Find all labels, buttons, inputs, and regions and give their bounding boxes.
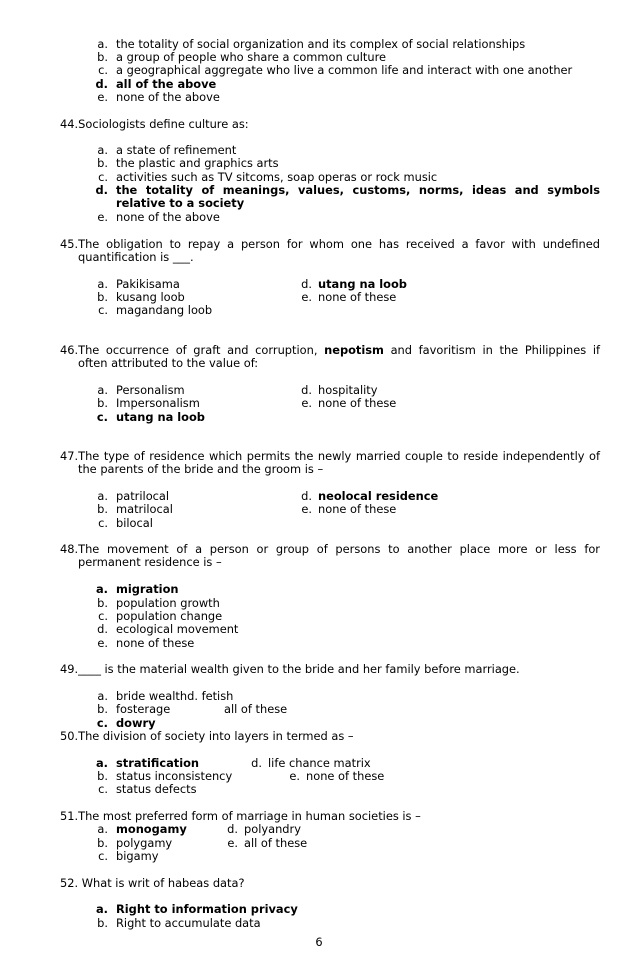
option-letter: b.: [97, 702, 108, 716]
answer-option-text: all of the above: [116, 77, 217, 91]
option-text: population change: [116, 609, 223, 623]
option-letter: b.: [97, 596, 108, 610]
option-letter: c.: [98, 782, 108, 796]
answer-option-text: the totality of meanings, values, customs, norms, ideas and symbols: [116, 183, 600, 197]
question-stem-continuation: the parents of the bride and the groom is –: [78, 462, 324, 476]
question-stem-continuation: permanent residence is –: [78, 555, 222, 569]
option-letter: b.: [97, 396, 108, 410]
option-text: polygamy: [116, 836, 173, 850]
option-letter: e.: [97, 90, 108, 104]
option-letter: d.: [301, 489, 312, 503]
answer-option-text: neolocal residence: [318, 489, 439, 503]
option-letter: d.: [251, 756, 262, 770]
option-letter: a.: [97, 143, 108, 157]
option-text: activities such as TV sitcoms, soap operas or rock music: [116, 170, 438, 184]
option-text: magandang loob: [116, 303, 213, 317]
option-text: life chance matrix: [268, 756, 371, 770]
option-letter: b.: [97, 769, 108, 783]
option-letter: b.: [97, 50, 108, 64]
option-letter: e.: [301, 502, 312, 516]
question-stem: 47.The type of residence which permits the newly married couple to reside independently of: [60, 449, 600, 463]
option-text: polyandry: [244, 822, 301, 836]
option-letter: d.: [97, 622, 108, 636]
option-letter: a.: [97, 822, 108, 836]
option-text: all of these: [244, 836, 308, 850]
answer-option-text: dowry: [116, 716, 156, 730]
option-letter: a.: [95, 902, 108, 916]
option-text: none of these: [318, 290, 397, 304]
option-text: all of these: [224, 702, 288, 716]
option-letter: a.: [97, 277, 108, 291]
option-text: a state of refinement: [116, 143, 237, 157]
question-stem: 51.The most preferred form of marriage in human societies is –: [60, 809, 421, 823]
option-letter: d.: [95, 77, 108, 91]
option-letter: a.: [95, 756, 108, 770]
option-text: the plastic and graphics arts: [116, 156, 279, 170]
option-letter: e.: [227, 836, 238, 850]
option-text: bilocal: [116, 516, 153, 530]
option-text: matrilocal: [116, 502, 173, 516]
option-text: Pakikisama: [116, 277, 180, 291]
option-text: Personalism: [116, 383, 185, 397]
option-text: kusang loob: [116, 290, 185, 304]
option-letter: c.: [98, 609, 108, 623]
answer-option-text: migration: [116, 582, 179, 596]
option-letter: d.: [301, 383, 312, 397]
option-text: patrilocal: [116, 489, 170, 503]
option-text: none of these: [318, 396, 397, 410]
option-letter: a.: [95, 582, 108, 596]
option-text: a group of people who share a common culture: [116, 50, 387, 64]
option-text: ecological movement: [116, 622, 239, 636]
option-letter: b.: [97, 836, 108, 850]
option-letter: d.: [95, 183, 108, 197]
option-letter: c.: [98, 849, 108, 863]
option-letter: c.: [98, 63, 108, 77]
option-text: none of the above: [116, 210, 220, 224]
option-letter: b.: [97, 916, 108, 930]
option-text: none of the above: [116, 90, 220, 104]
answer-option-text: utang na loob: [318, 277, 407, 291]
option-letter: c.: [98, 170, 108, 184]
question-stem: 44.Sociologists define culture as:: [60, 117, 249, 131]
option-letter: e.: [301, 290, 312, 304]
option-letter: e.: [301, 396, 312, 410]
option-text: fosterage: [116, 702, 171, 716]
answer-option-text: utang na loob: [116, 410, 205, 424]
stem-bold-term: nepotism: [324, 343, 384, 357]
option-letter: b.: [97, 502, 108, 516]
option-letter: c.: [96, 410, 108, 424]
option-text: none of these: [318, 502, 397, 516]
option-letter: e.: [289, 769, 300, 783]
option-letter: e.: [97, 636, 108, 650]
option-text: hospitality: [318, 383, 378, 397]
answer-option-text: monogamy: [116, 822, 187, 836]
option-text: a geographical aggregate who live a common life and interact with one another: [116, 63, 573, 77]
option-letter: a.: [97, 383, 108, 397]
option-letter: b.: [97, 156, 108, 170]
option-letter: c.: [98, 516, 108, 530]
option-text: status defects: [116, 782, 197, 796]
answer-option-text: stratification: [116, 756, 200, 770]
option-text: Impersonalism: [116, 396, 200, 410]
option-text: none of these: [116, 636, 195, 650]
option-text: none of these: [306, 769, 385, 783]
option-letter: b.: [97, 290, 108, 304]
option-letter: c.: [98, 303, 108, 317]
question-stem: 50.The division of society into layers in termed as –: [60, 729, 354, 743]
question-stem-continuation: often attributed to the value of:: [78, 356, 259, 370]
question-stem: 49.____ is the material wealth given to the bride and her family before marriage.: [60, 662, 520, 676]
question-stem: 48.The movement of a person or group of persons to another place more or less for: [60, 542, 600, 556]
stem-text: and favoritism in the Philippines if: [390, 343, 600, 357]
option-text: population growth: [116, 596, 220, 610]
option-text: status inconsistency: [116, 769, 233, 783]
option-letter: a.: [97, 37, 108, 51]
answer-option-text: Right to information privacy: [116, 902, 298, 916]
option-letter: e.: [97, 210, 108, 224]
option-text: Right to accumulate data: [116, 916, 261, 930]
option-text: the totality of social organization and its complex of social relationships: [116, 37, 526, 51]
stem-text: 46.The occurrence of graft and corruption,: [60, 343, 318, 357]
question-stem-continuation: quantification is ___.: [78, 250, 194, 264]
option-text: bigamy: [116, 849, 159, 863]
option-letter: d.: [301, 277, 312, 291]
option-letter: c.: [96, 716, 108, 730]
answer-option-continuation: relative to a society: [116, 196, 245, 210]
option-letter: a.: [97, 489, 108, 503]
question-stem: 45.The obligation to repay a person for whom one has received a favor with undefined: [60, 237, 600, 251]
question-stem: 52. What is writ of habeas data?: [60, 876, 245, 890]
option-letter: a.: [97, 689, 108, 703]
page-number: 6: [315, 935, 323, 949]
option-letter: d.: [227, 822, 238, 836]
option-text: bride wealthd. fetish: [116, 689, 234, 703]
